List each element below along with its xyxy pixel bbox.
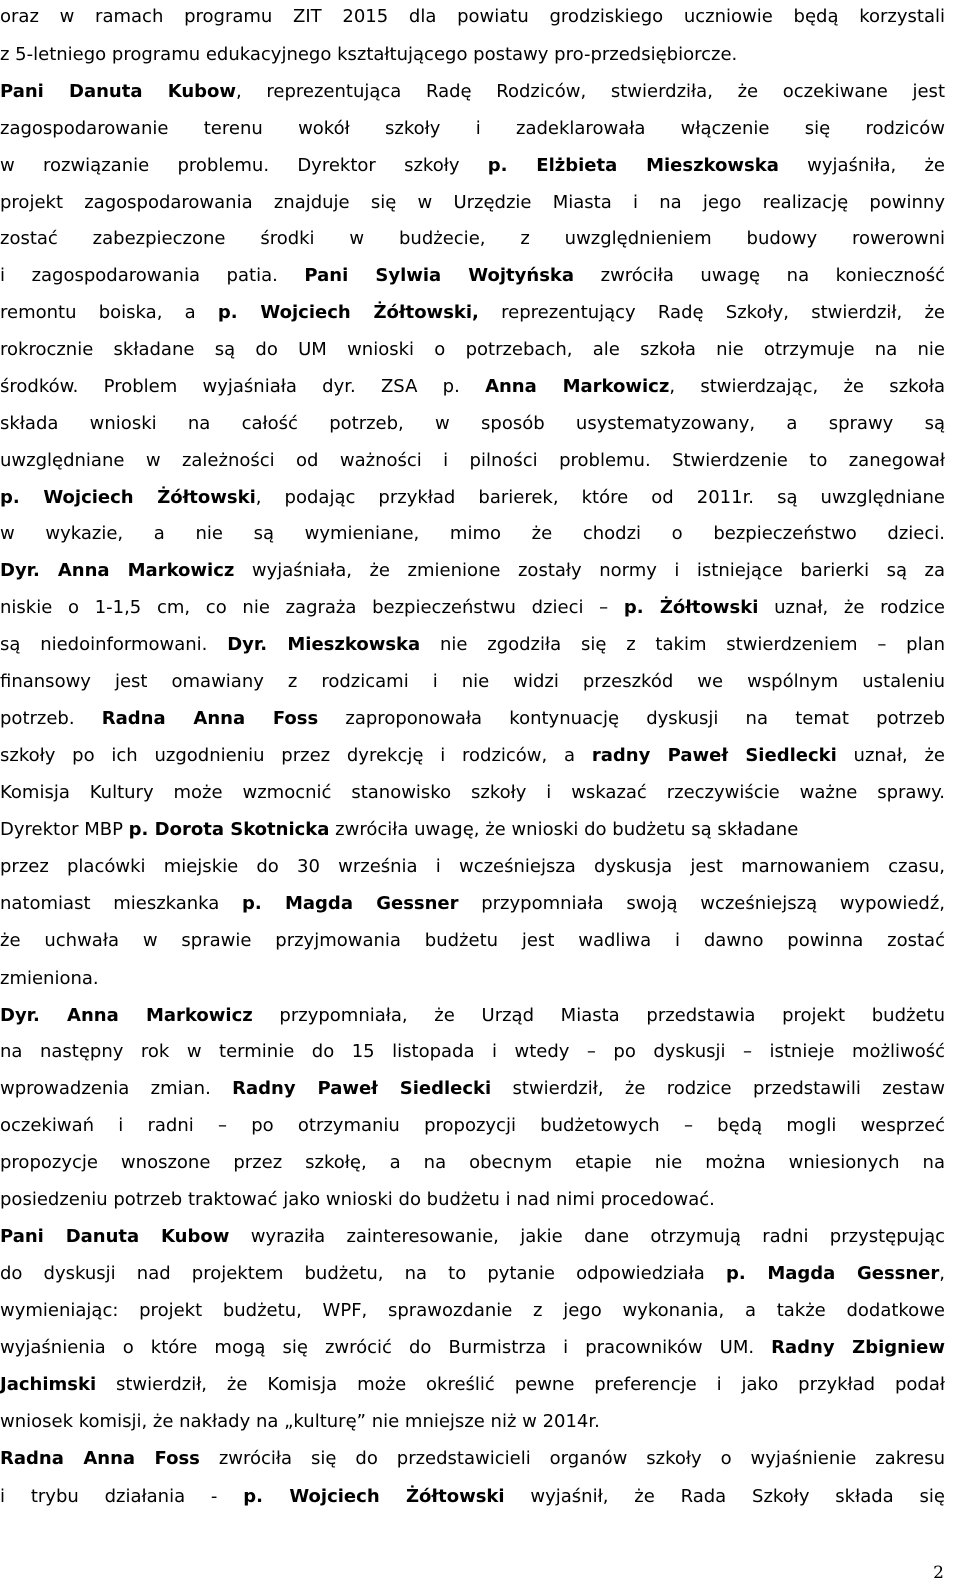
text-run: nie zgodziła się z takim stwierdzeniem – plan: [420, 634, 945, 655]
text-line: [0, 558, 945, 584]
text-line: [0, 743, 945, 769]
bold-name: p. Magda Gessner: [242, 893, 459, 914]
text-line: [0, 337, 945, 363]
text-run: uznał, że: [836, 745, 945, 766]
bold-name: Radny Paweł Siedlecki: [232, 1078, 492, 1099]
text-run: środków. Problem wyjaśniała dyr. ZSA p.: [0, 376, 486, 397]
text-line: [0, 1113, 945, 1139]
text-run: zagospodarowanie terenu wokół szkoły i zadeklarowała włączenie się rodziców: [0, 118, 945, 139]
text-run: i trybu działania -: [0, 1486, 244, 1507]
text-run: projekt zagospodarowania znajduje się w Urzędzie Miasta i na jego realizację powinny: [0, 192, 945, 213]
text-run: wyjaśnił, że Rada Szkoły składa się: [504, 1486, 945, 1507]
text-line: [0, 448, 945, 474]
text-run: oraz w ramach programu ZIT 2015 dla powiatu grodziskiego uczniowie będą korzystali: [0, 6, 945, 27]
bold-name: p. Wojciech Żółtowski: [243, 1486, 505, 1507]
text-run: wymieniając: projekt budżetu, WPF, sprawozdanie z jego wykonania, a także dodatkowe: [0, 1300, 945, 1321]
bold-name: Radny Zbigniew: [771, 1337, 945, 1358]
text-line: [0, 79, 945, 105]
text-run: że uchwała w sprawie przyjmowania budżetu jest wadliwa i dawno powinna zostać: [0, 930, 945, 951]
text-run: zostać zabezpieczone środki w budżecie, z uwzględnieniem budowy rowerowni: [0, 228, 945, 249]
text-run: wyraziła zainteresowanie, jakie dane otrzymują radni przystępując: [229, 1226, 945, 1247]
text-line: [0, 1484, 945, 1510]
text-run: przypomniała swoją wcześniejszą wypowiedź,: [458, 893, 945, 914]
text-run: przypomniała, że Urząd Miasta przedstawia projekt budżetu: [252, 1005, 945, 1026]
bold-name: p. Dorota Skotnicka: [128, 819, 330, 840]
text-line: [0, 706, 945, 732]
text-line: [0, 153, 945, 179]
text-line: [0, 595, 945, 621]
text-line: [0, 411, 945, 437]
text-run: wyjaśnienia o które mogą się zwrócić do Burmistrza i pracowników UM.: [0, 1337, 772, 1358]
text-run: zwróciła uwagę, że wnioski do budżetu są składane: [329, 819, 799, 840]
text-line: [0, 190, 945, 216]
text-run: uwzględniane w zależności od ważności i pilności problemu. Stwierdzenie to zanegował: [0, 450, 945, 471]
text-run: propozycje wnoszone przez szkołę, a na obecnym etapie nie można wniesionych na: [0, 1152, 945, 1173]
text-run: i zagospodarowania patia.: [0, 265, 305, 286]
bold-name: p. Wojciech Żółtowski,: [217, 302, 479, 323]
text-run: zaproponowała kontynuację dyskusji na temat potrzeb: [318, 708, 945, 729]
text-run: zwróciła się do przedstawicieli organów szkoły o wyjaśnienie zakresu: [199, 1448, 945, 1469]
text-run: przez placówki miejskie do 30 września i wcześniejsza dyskusja jest marnowaniem czasu,: [0, 856, 945, 877]
text-run: natomiast mieszkanka: [0, 893, 243, 914]
text-run: wprowadzenia zmian.: [0, 1078, 233, 1099]
text-run: , reprezentująca Radę Rodziców, stwierdziła, że oczekiwane jest: [236, 81, 945, 102]
text-line: [0, 1224, 945, 1250]
text-run: na następny rok w terminie do 15 listopada i wtedy – po dyskusji – istnieje możliwość: [0, 1041, 945, 1062]
page-number: 2: [933, 1563, 944, 1583]
text-line: [0, 669, 945, 695]
text-run: remontu boiska, a: [0, 302, 218, 323]
text-line: [0, 817, 945, 843]
text-line: [0, 226, 945, 252]
text-run: wyjaśniła, że: [778, 155, 945, 176]
text-line: [0, 1039, 945, 1065]
text-run: Dyrektor MBP: [0, 819, 129, 840]
text-run: w wykazie, a nie są wymieniane, mimo że chodzi o bezpieczeństwo dzieci.: [0, 523, 945, 544]
bold-name: radny Paweł Siedlecki: [591, 745, 837, 766]
bold-name: p. Żółtowski: [623, 597, 759, 618]
text-line: [0, 1076, 945, 1102]
text-line: [0, 854, 945, 880]
text-run: oczekiwań i radni – po otrzymaniu propozycji budżetowych – będą mogli wesprzeć: [0, 1115, 945, 1136]
text-run: uznał, że rodzice: [758, 597, 945, 618]
bold-name: Radna Anna Foss: [0, 1448, 200, 1469]
text-line: [0, 485, 945, 511]
text-line: [0, 1150, 945, 1176]
text-line: [0, 891, 945, 917]
text-run: Komisja Kultury może wzmocnić stanowisko szkoły i wskazać rzeczywiście ważne sprawy.: [0, 782, 945, 803]
bold-name: Pani Sylwia Wojtyńska: [304, 265, 575, 286]
text-line: [0, 1372, 945, 1398]
text-run: zwróciła uwagę na konieczność: [574, 265, 945, 286]
bold-name: Jachimski: [0, 1374, 97, 1395]
text-run: ,: [939, 1263, 945, 1284]
text-run: stwierdził, że rodzice przedstawili zestaw: [491, 1078, 945, 1099]
text-line: [0, 1261, 945, 1287]
bold-name: Radna Anna Foss: [101, 708, 319, 729]
bold-name: Dyr. Anna Markowicz: [0, 560, 235, 581]
text-run: w rozwiązanie problemu. Dyrektor szkoły: [0, 155, 488, 176]
text-run: niskie o 1-1,5 cm, co nie zagraża bezpieczeństwu dzieci –: [0, 597, 624, 618]
text-line: [0, 521, 945, 547]
text-run: z 5-letniego programu edukacyjnego kształtującego postawy pro-przedsiębiorcze.: [0, 44, 738, 65]
text-run: reprezentujący Radę Szkoły, stwierdził, że: [478, 302, 945, 323]
text-line: [0, 1003, 945, 1029]
text-run: do dyskusji nad projektem budżetu, na to pytanie odpowiedziała: [0, 1263, 726, 1284]
text-line: [0, 1446, 945, 1472]
text-line: [0, 780, 945, 806]
text-run: finansowy jest omawiany z rodzicami i nie widzi przeszkód we wspólnym ustaleniu: [0, 671, 945, 692]
text-line: [0, 374, 945, 400]
text-run: są niedoinformowani.: [0, 634, 228, 655]
text-line: [0, 966, 945, 992]
bold-name: Dyr. Anna Markowicz: [0, 1005, 253, 1026]
text-line: [0, 4, 945, 30]
text-line: [0, 1187, 945, 1213]
bold-name: p. Elżbieta Mieszkowska: [487, 155, 779, 176]
bold-name: Pani Danuta Kubow: [0, 1226, 230, 1247]
text-line: [0, 1298, 945, 1324]
bold-name: Anna Markowicz: [485, 376, 670, 397]
text-run: wyjaśniała, że zmienione zostały normy i istniejące barierki są za: [234, 560, 945, 581]
text-run: , podając przykład barierek, które od 2011r. są uwzględniane: [255, 487, 945, 508]
text-run: składa wnioski na całość potrzeb, w sposób usystematyzowany, a sprawy są: [0, 413, 945, 434]
bold-name: p. Magda Gessner: [725, 1263, 940, 1284]
bold-name: Pani Danuta Kubow: [0, 81, 237, 102]
text-line: [0, 300, 945, 326]
text-line: [0, 116, 945, 142]
text-run: wniosek komisji, że nakłady na „kulturę” nie mniejsze niż w 2014r.: [0, 1411, 600, 1432]
text-run: stwierdził, że Komisja może określić pewne preferencje i jako przykład podał: [96, 1374, 945, 1395]
text-line: [0, 263, 945, 289]
text-line: [0, 928, 945, 954]
text-run: , stwierdzając, że szkoła: [669, 376, 945, 397]
text-run: rokrocznie składane są do UM wnioski o potrzebach, ale szkoła nie otrzymuje na nie: [0, 339, 945, 360]
text-run: posiedzeniu potrzeb traktować jako wnioski do budżetu i nad nimi procedować.: [0, 1189, 715, 1210]
bold-name: Dyr. Mieszkowska: [227, 634, 421, 655]
text-run: zmieniona.: [0, 968, 99, 989]
text-line: [0, 632, 945, 658]
bold-name: p. Wojciech Żółtowski: [0, 487, 256, 508]
text-run: potrzeb.: [0, 708, 102, 729]
text-line: [0, 42, 945, 68]
text-line: [0, 1409, 945, 1435]
text-line: [0, 1335, 945, 1361]
text-run: szkoły po ich uzgodnieniu przez dyrekcję i rodziców, a: [0, 745, 592, 766]
